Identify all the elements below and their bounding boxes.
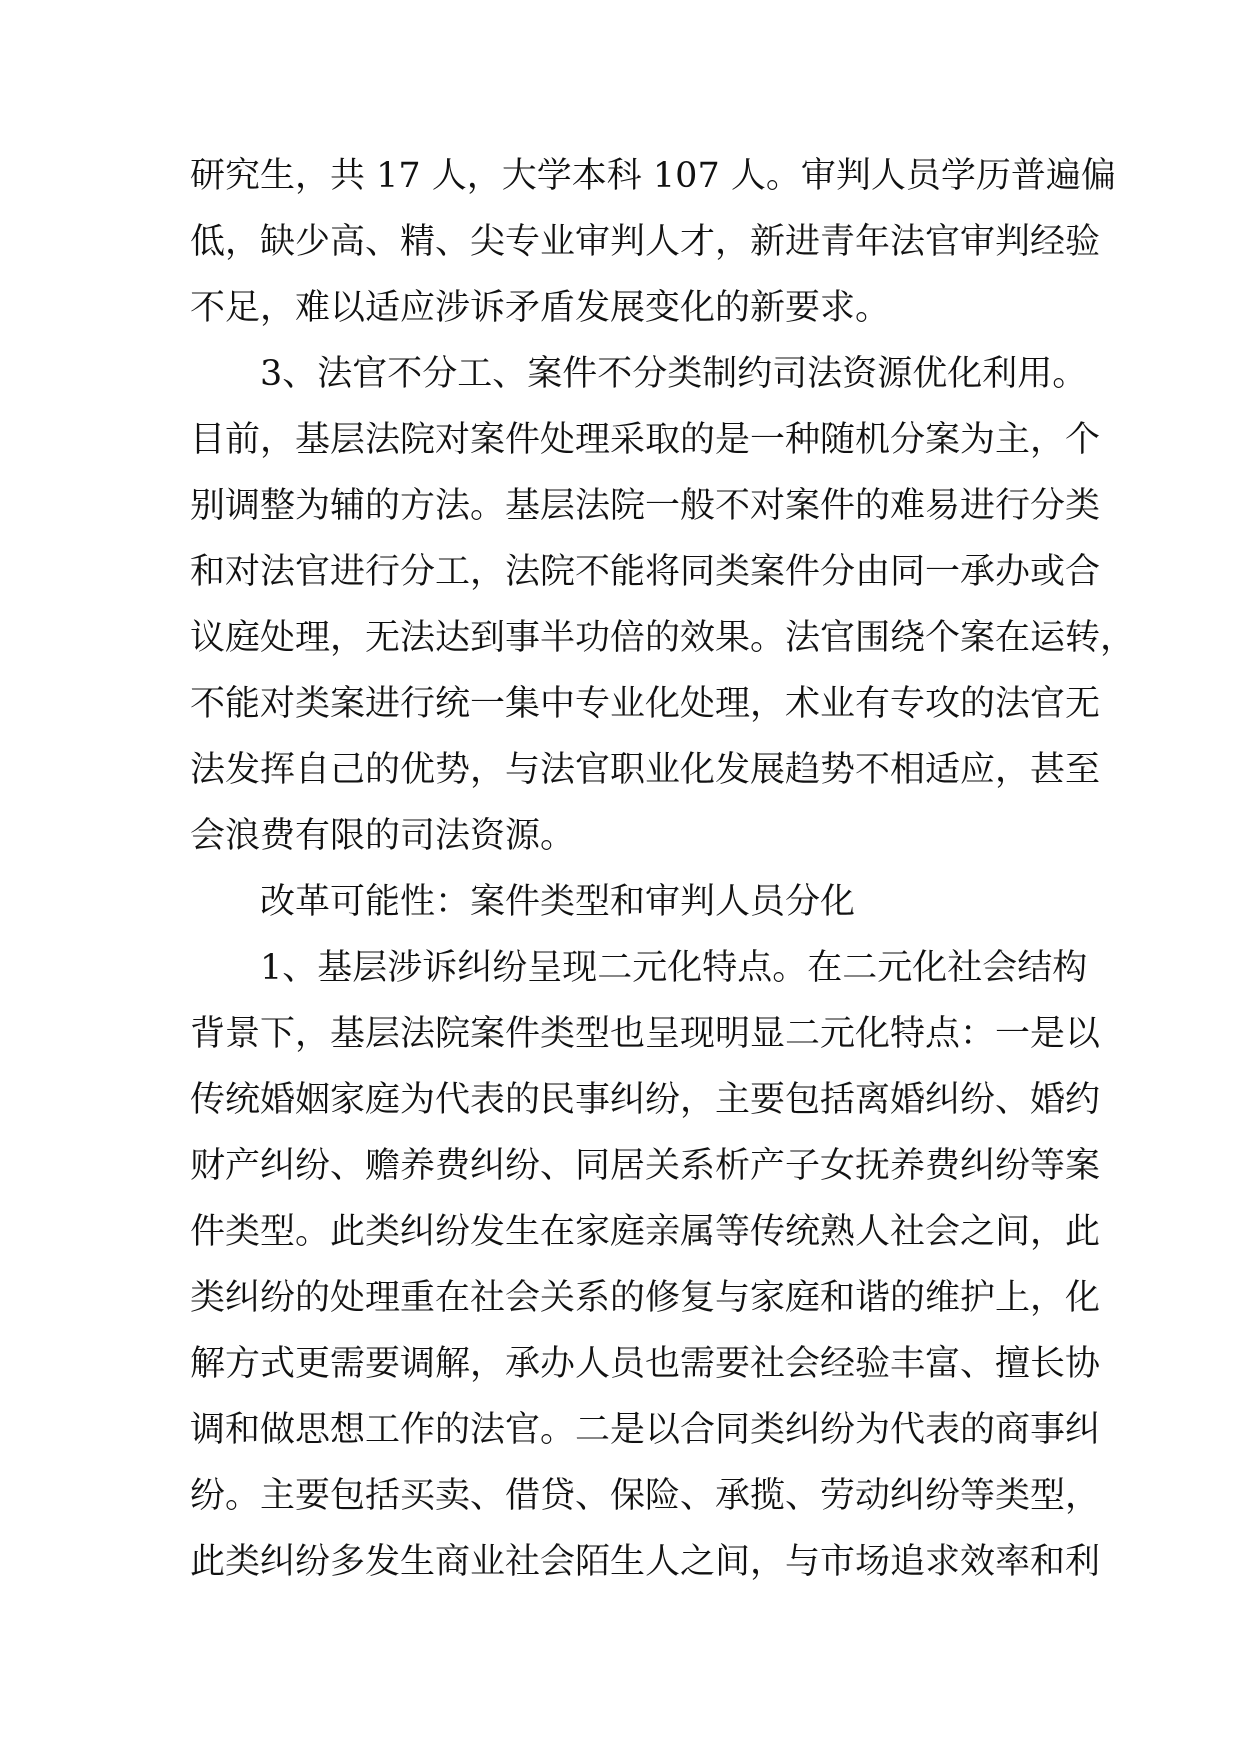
text-line: 传统婚姻家庭为代表的民事纠纷，主要包括离婚纠纷、婚约 xyxy=(190,1080,1101,1120)
text-line: 纷。主要包括买卖、借贷、保险、承揽、劳动纠纷等类型， xyxy=(190,1476,1101,1516)
text-line: 调和做思想工作的法官。二是以合同类纠纷为代表的商事纠 xyxy=(190,1410,1101,1450)
text-line: 法发挥自己的优势，与法官职业化发展趋势不相适应，甚至 xyxy=(190,750,1101,790)
text-line: 低，缺少高、精、尖专业审判人才，新进青年法官审判经验 xyxy=(190,222,1101,262)
section-heading: 改革可能性：案件类型和审判人员分化 xyxy=(260,882,856,922)
text-line: 财产纠纷、赡养费纠纷、同居关系析产子女抚养费纠纷等案 xyxy=(190,1146,1101,1186)
text-line: 1、基层涉诉纠纷呈现二元化特点。在二元化社会结构 xyxy=(260,948,1088,988)
text-line: 解方式更需要调解，承办人员也需要社会经验丰富、擅长协 xyxy=(190,1344,1101,1384)
body-text xyxy=(190,143,1136,1595)
text-line: 3、法官不分工、案件不分类制约司法资源优化利用。 xyxy=(260,354,1088,394)
text-line: 件类型。此类纠纷发生在家庭亲属等传统熟人社会之间，此 xyxy=(190,1212,1101,1252)
text-line: 议庭处理，无法达到事半功倍的效果。法官围绕个案在运转， xyxy=(190,618,1136,658)
text-line: 别调整为辅的方法。基层法院一般不对案件的难易进行分类 xyxy=(190,486,1101,526)
text-line: 研究生，共 17 人，大学本科 107 人。审判人员学历普遍偏 xyxy=(190,156,1116,196)
text-line: 背景下，基层法院案件类型也呈现明显二元化特点：一是以 xyxy=(190,1014,1101,1054)
text-line: 和对法官进行分工，法院不能将同类案件分由同一承办或合 xyxy=(190,552,1101,592)
text-line: 会浪费有限的司法资源。 xyxy=(190,816,576,856)
text-line: 此类纠纷多发生商业社会陌生人之间，与市场追求效率和利 xyxy=(190,1542,1101,1582)
text-line: 不能对类案进行统一集中专业化处理，术业有专攻的法官无 xyxy=(190,684,1101,724)
text-line: 目前，基层法院对案件处理采取的是一种随机分案为主，个 xyxy=(190,420,1101,460)
text-line: 类纠纷的处理重在社会关系的修复与家庭和谐的维护上，化 xyxy=(190,1278,1101,1318)
text-line: 不足，难以适应涉诉矛盾发展变化的新要求。 xyxy=(190,288,891,328)
